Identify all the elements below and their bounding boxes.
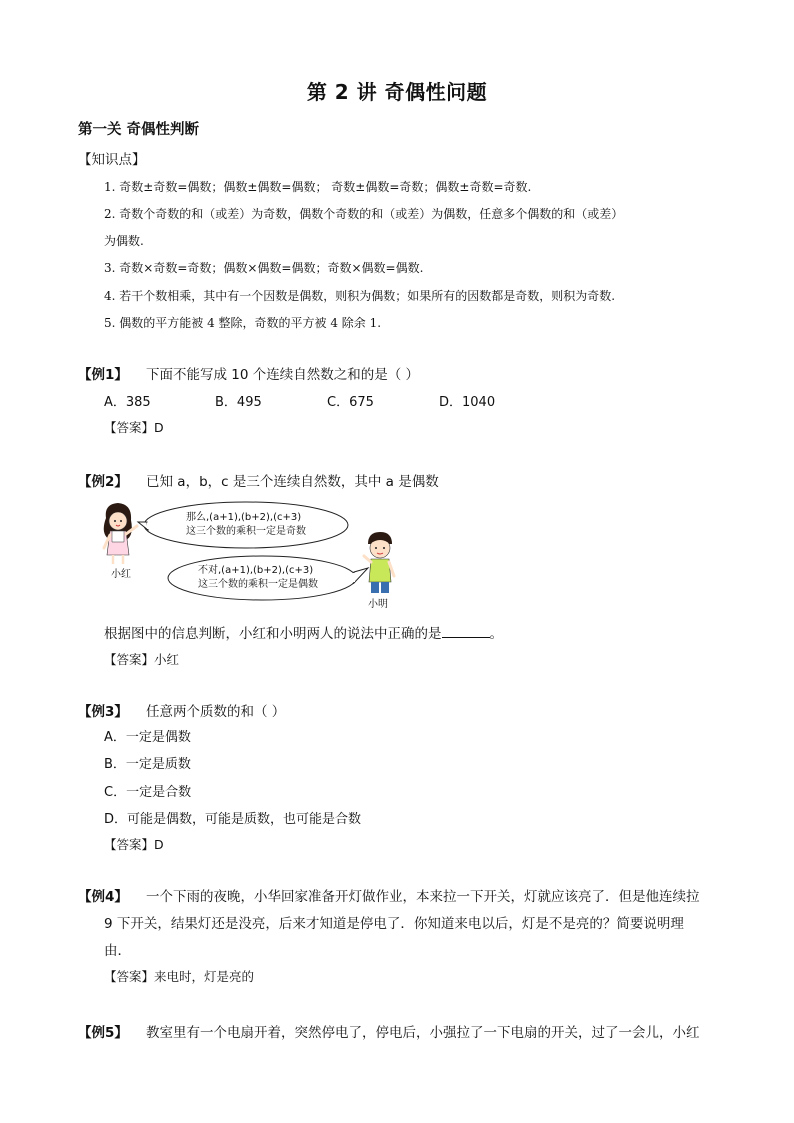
answer-value: D <box>154 837 164 852</box>
boy-name-label: 小明 <box>368 599 388 610</box>
bubble-1-line-2: 这三个数的乘积一定是奇数 <box>186 526 306 537</box>
example-2-prompt <box>104 622 503 642</box>
dialogue-illustration <box>98 500 418 615</box>
example-2-question: 已知 a，b，c 是三个连续自然数，其中 a 是偶数 <box>146 474 439 490</box>
example-1-question: 下面不能写成 10 个连续自然数之和的是（ ） <box>146 367 420 383</box>
bubble-2-line-1: 不对,(a+1),(b+2),(c+3) <box>198 565 314 576</box>
example-4-label: 【例4】 <box>78 889 128 905</box>
answer-label: 【答案】 <box>104 837 155 852</box>
answer-value: 来电时，灯是亮的 <box>154 969 255 984</box>
example-3-option-a: A．一定是偶数 <box>104 730 191 745</box>
example-3-label: 【例3】 <box>78 704 128 720</box>
knowledge-item-5: 5. 偶数的平方能被 4 整除，奇数的平方被 4 除余 1. <box>104 316 382 330</box>
example-2-answer <box>104 650 179 668</box>
example-1-answer <box>104 418 164 436</box>
bubble-1-line-1: 那么,(a+1),(b+2),(c+3) <box>186 512 302 523</box>
knowledge-item-2-cont: 为偶数. <box>104 234 144 248</box>
answer-label: 【答案】 <box>104 420 155 435</box>
example-1-option-a: A．385 <box>104 395 151 410</box>
answer-value: 小红 <box>154 652 180 667</box>
boy-figure <box>364 532 394 593</box>
example-4-line-1: 一个下雨的夜晚，小华回家准备开灯做作业，本来拉一下开关，灯就应该亮了．但是他连续拉 <box>146 889 700 905</box>
knowledge-heading: 【知识点】 <box>78 152 146 168</box>
example-3-answer <box>104 835 164 853</box>
answer-label: 【答案】 <box>104 652 155 667</box>
example-4-line-2: 9 下开关，结果灯还是没亮，后来才知道是停电了．你知道来电以后，灯是不是亮的？简要说明理 <box>104 916 684 932</box>
answer-label: 【答案】 <box>104 969 155 984</box>
example-2-prompt-end: 。 <box>489 626 503 642</box>
example-1-option-d: D．1040 <box>439 395 496 410</box>
example-5-line-1: 教室里有一个电扇开着，突然停电了，停电后，小强拉了一下电扇的开关，过了一会儿，小红 <box>146 1025 700 1041</box>
knowledge-item-4: 4. 若干个数相乘，其中有一个因数是偶数，则积为偶数；如果所有的因数都是奇数，则积为奇数. <box>104 289 616 303</box>
speech-bubble-2 <box>168 556 356 600</box>
girl-name-label: 小红 <box>111 569 131 580</box>
girl-figure <box>104 503 137 564</box>
answer-blank <box>442 625 490 638</box>
knowledge-item-2: 2. 奇数个奇数的和（或差）为奇数，偶数个奇数的和（或差）为偶数，任意多个偶数的和（或差） <box>104 207 624 221</box>
lesson-title: 第 2 讲 奇偶性问题 <box>306 80 488 104</box>
example-1-label: 【例1】 <box>78 367 128 383</box>
example-5-label: 【例5】 <box>78 1025 128 1041</box>
example-4-line-3: 由． <box>104 943 131 959</box>
section-title: 第一关 奇偶性判断 <box>78 122 200 138</box>
example-2-label: 【例2】 <box>78 474 128 490</box>
example-1-option-b: B．495 <box>215 395 262 410</box>
knowledge-item-3: 3. 奇数×奇数=奇数；偶数×偶数=偶数；奇数×偶数=偶数. <box>104 261 424 275</box>
speech-bubble-1 <box>144 502 348 548</box>
example-4-answer <box>104 967 254 985</box>
knowledge-item-1: 1. 奇数±奇数=偶数；偶数±偶数=偶数； 奇数±偶数=奇数；偶数±奇数=奇数. <box>104 180 532 194</box>
example-2-prompt-text: 根据图中的信息判断，小红和小明两人的说法中正确的是 <box>104 626 442 642</box>
bubble-2-line-2: 这三个数的乘积一定是偶数 <box>198 579 318 590</box>
example-1-option-c: C．675 <box>327 395 374 410</box>
example-3-option-d: D．可能是偶数，可能是质数，也可能是合数 <box>104 812 362 827</box>
example-3-question: 任意两个质数的和（ ） <box>146 704 286 720</box>
example-3-option-c: C．一定是合数 <box>104 785 192 800</box>
example-3-option-b: B．一定是质数 <box>104 757 191 772</box>
answer-value: D <box>154 420 164 435</box>
